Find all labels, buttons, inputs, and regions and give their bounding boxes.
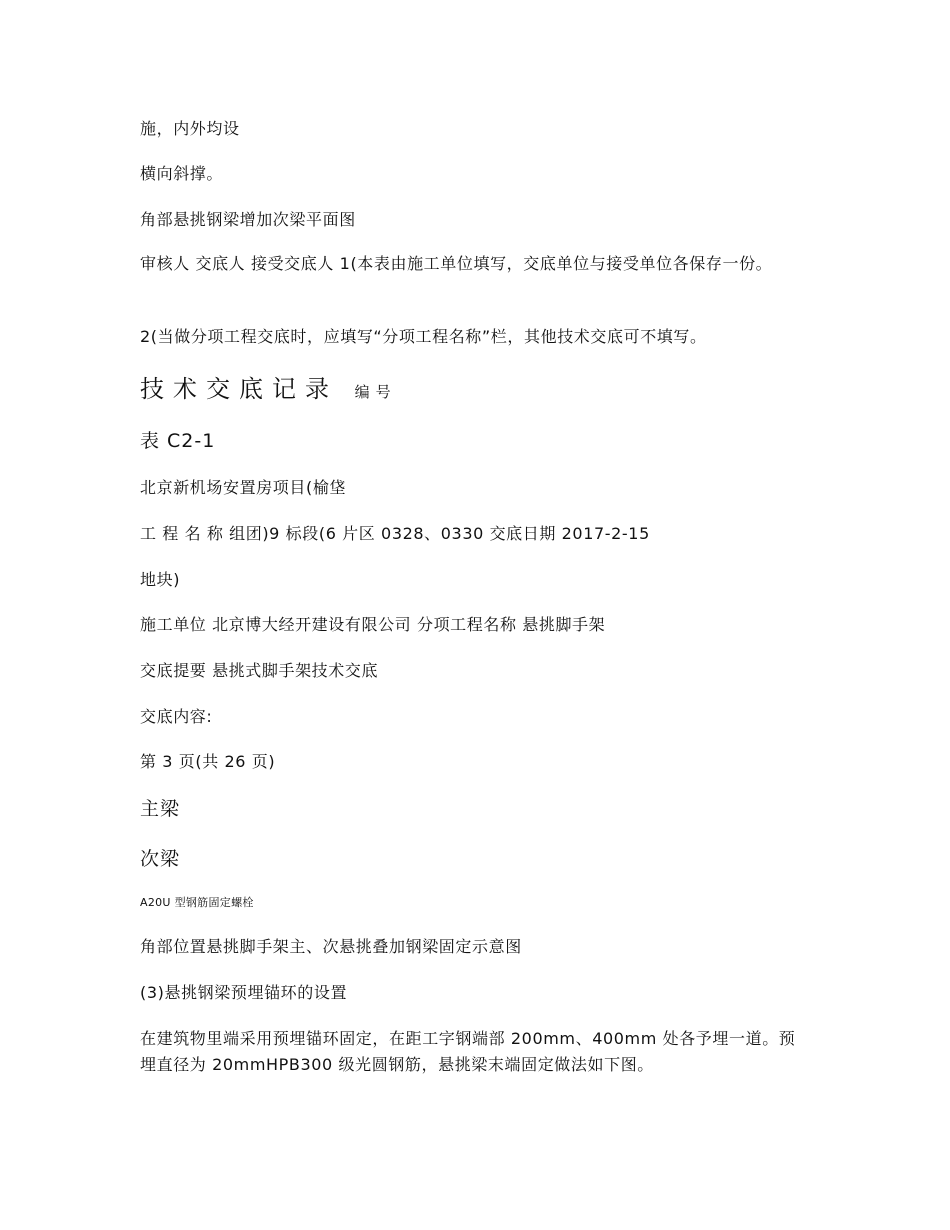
diagram-caption: 角部位置悬挑脚手架主、次悬挑叠加钢梁固定示意图	[140, 937, 522, 956]
main-beam-label: 主梁	[140, 798, 181, 820]
body-paragraph: 在建筑物里端采用预埋锚环固定，在距工字钢端部 200mm、400mm 处各予埋一道。预埋直径为 20mmHPB300 级光圆钢筋，悬挑梁末端固定做法如下图。	[140, 1029, 796, 1074]
construction-unit-line: 施工单位 北京博大经开建设有限公司 分项工程名称 悬挑脚手架	[140, 615, 606, 634]
signature-note: 审核人 交底人 接受交底人 1(本表由施工单位填写，交底单位与接受单位各保存一份。	[140, 254, 773, 273]
form-id: 表 C2-1	[140, 430, 216, 452]
title-number-label: 编号	[354, 383, 397, 401]
fill-note: 2(当做分项工程交底时，应填写“分项工程名称”栏，其他技术交底可不填写。	[140, 327, 707, 346]
project-name-line-1: 北京新机场安置房项目(榆垡	[140, 478, 347, 497]
text-line-diagonal-brace: 横向斜撑。	[140, 164, 224, 183]
bolt-label: A20U 型钢筋固定螺栓	[140, 896, 254, 909]
text-line-construction: 施，内外均设	[140, 119, 240, 138]
secondary-beam-label: 次梁	[140, 848, 181, 870]
content-label: 交底内容:	[140, 707, 213, 726]
plan-caption: 角部悬挑钢梁增加次梁平面图	[140, 210, 356, 229]
page-title	[140, 373, 805, 408]
project-name-line-2: 工 程 名 称 组团)9 标段(6 片区 0328、0330 交底日期 2017-2-15	[140, 524, 650, 543]
section-heading: (3)悬挑钢梁预埋锚环的设置	[140, 983, 348, 1002]
project-name-line-3: 地块)	[140, 570, 181, 589]
title-main: 技术交底记录	[140, 375, 338, 403]
page-indicator: 第 3 页(共 26 页)	[140, 752, 276, 771]
summary-line: 交底提要 悬挑式脚手架技术交底	[140, 661, 379, 680]
